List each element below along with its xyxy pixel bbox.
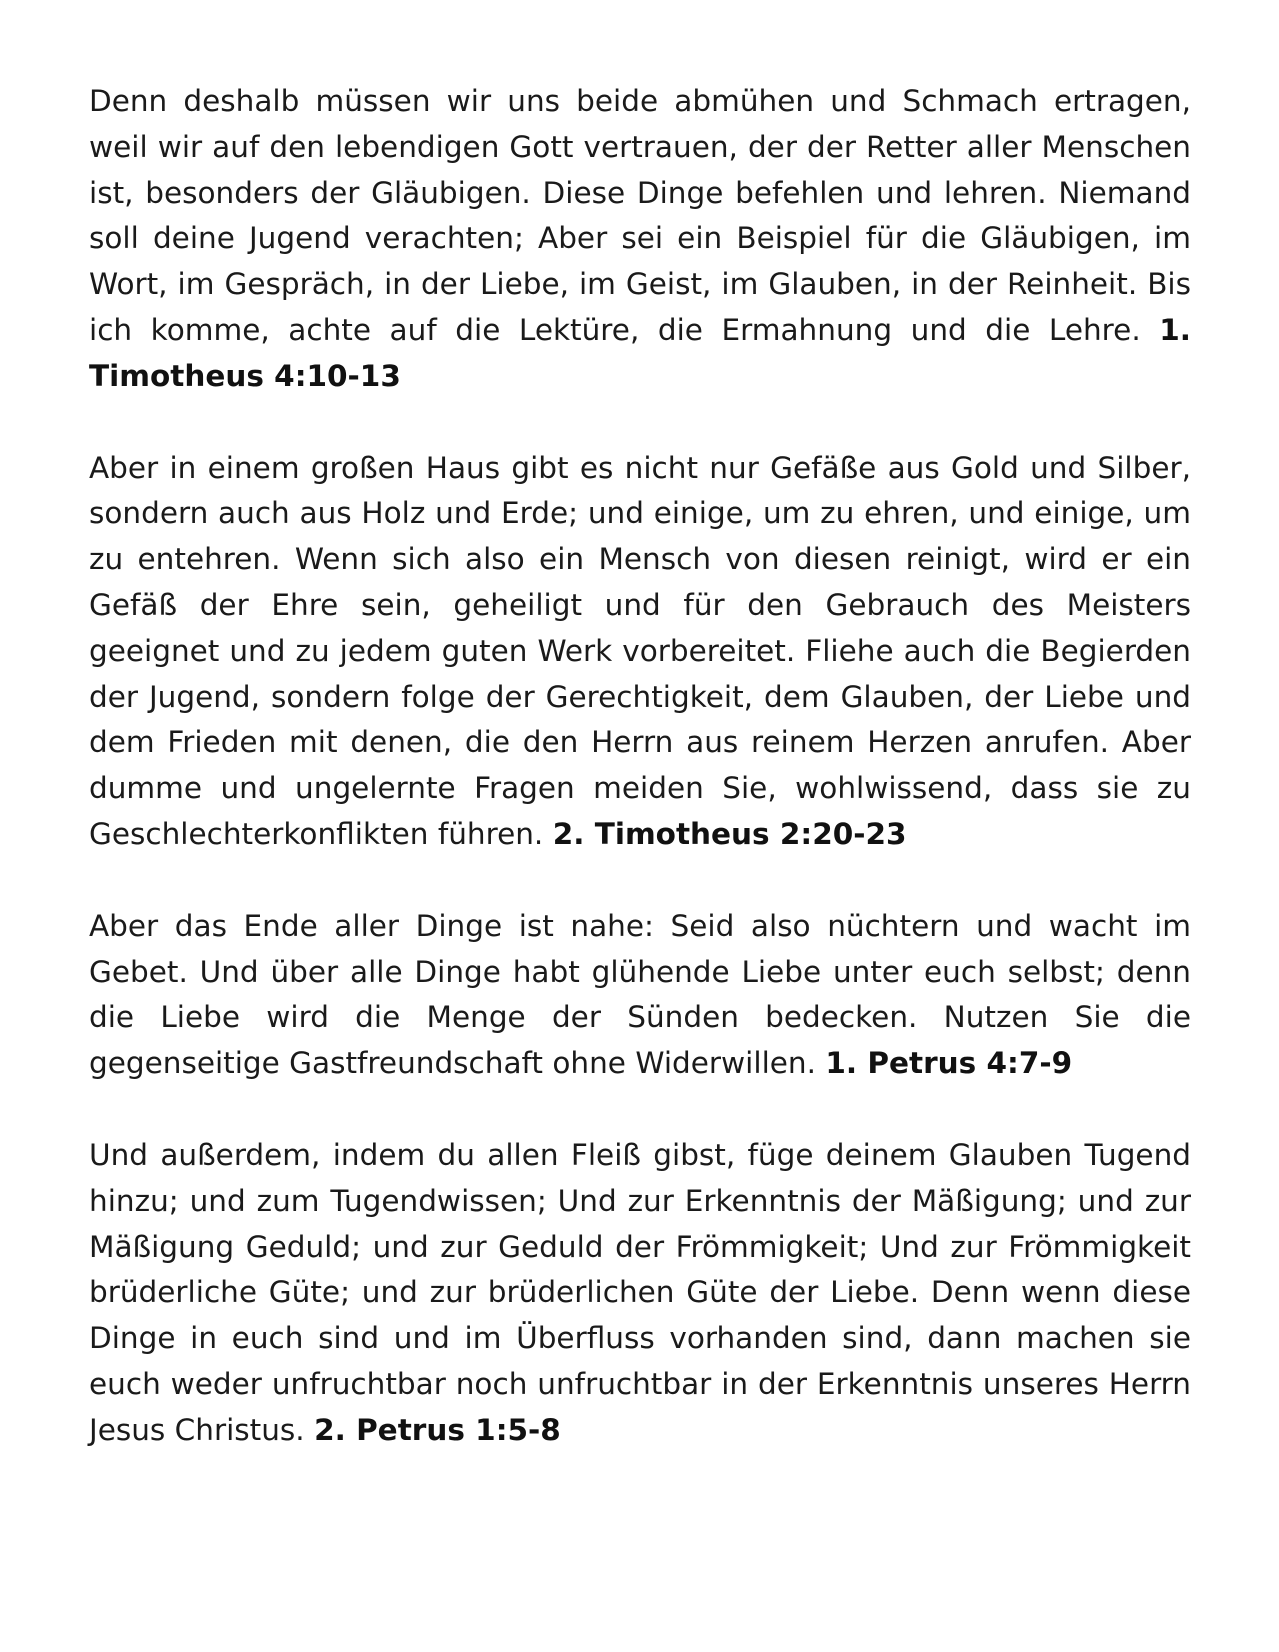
- passage-2: [89, 446, 1191, 858]
- passage-3: [89, 904, 1191, 1087]
- passage-reference: 2. Petrus 1:5-8: [314, 1412, 561, 1447]
- passage-text: Aber in einem großen Haus gibt es nicht nur Gefäße aus Gold und Silber, sondern auch aus Holz und Erde; und einige, um zu ehren, und einige, um zu entehren. Wenn sich also ein Mensch von diesen reinigt, wird er ein Gefäß der Ehre sein, geheiligt und für den Gebrauch des Meisters geeignet und zu jedem guten Werk vorbereitet. Fliehe auch die Begierden der Jugend, sondern folge der Gerechtigkeit, dem Glauben, der Liebe und dem Frieden mit denen, die den Herrn aus reinem Herzen anrufen. Aber dumme und ungelernte Fragen meiden Sie, wohlwissend, dass sie zu Geschlechterkonflikten führen.: [89, 450, 1191, 851]
- passage-text: Aber das Ende aller Dinge ist nahe: Seid also nüchtern und wacht im Gebet. Und über alle Dinge habt glühende Liebe unter euch selbst; denn die Liebe wird die Menge der Sünden bedecken. Nutzen Sie die gegenseitige Gastfreundschaft ohne Widerwillen.: [89, 908, 1191, 1081]
- passage-4: [89, 1133, 1191, 1454]
- document-page: [89, 79, 1191, 1500]
- passage-1: [89, 79, 1191, 400]
- passage-reference: 1. Petrus 4:7-9: [825, 1046, 1073, 1081]
- passage-reference: 2. Timotheus 2:20-23: [552, 816, 907, 851]
- passage-reference: 1. Timotheus 4:10-13: [89, 312, 1191, 393]
- passage-text: Und außerdem, indem du allen Fleiß gibst, füge deinem Glauben Tugend hinzu; und zum Tugendwissen; Und zur Erkenntnis der Mäßigung; und zur Mäßigung Geduld; und zur Geduld der Frömmigkeit; Und zur Frömmigkeit brüderliche Güte; und zur brüderlichen Güte der Liebe. Denn wenn diese Dinge in euch sind und im Überfluss vorhanden sind, dann machen sie euch weder unfruchtbar noch unfruchtbar in der Erkenntnis unseres Herrn Jesus Christus.: [89, 1137, 1191, 1447]
- passage-text: Denn deshalb müssen wir uns beide abmühen und Schmach ertragen, weil wir auf den lebendigen Gott vertrauen, der der Retter aller Menschen ist, besonders der Gläubigen. Diese Dinge befehlen und lehren. Niemand soll deine Jugend verachten; Aber sei ein Beispiel für die Gläubigen, im Wort, im Gespräch, in der Liebe, im Geist, im Glauben, in der Reinheit. Bis ich komme, achte auf die Lektüre, die Ermahnung und die Lehre.: [89, 84, 1191, 347]
